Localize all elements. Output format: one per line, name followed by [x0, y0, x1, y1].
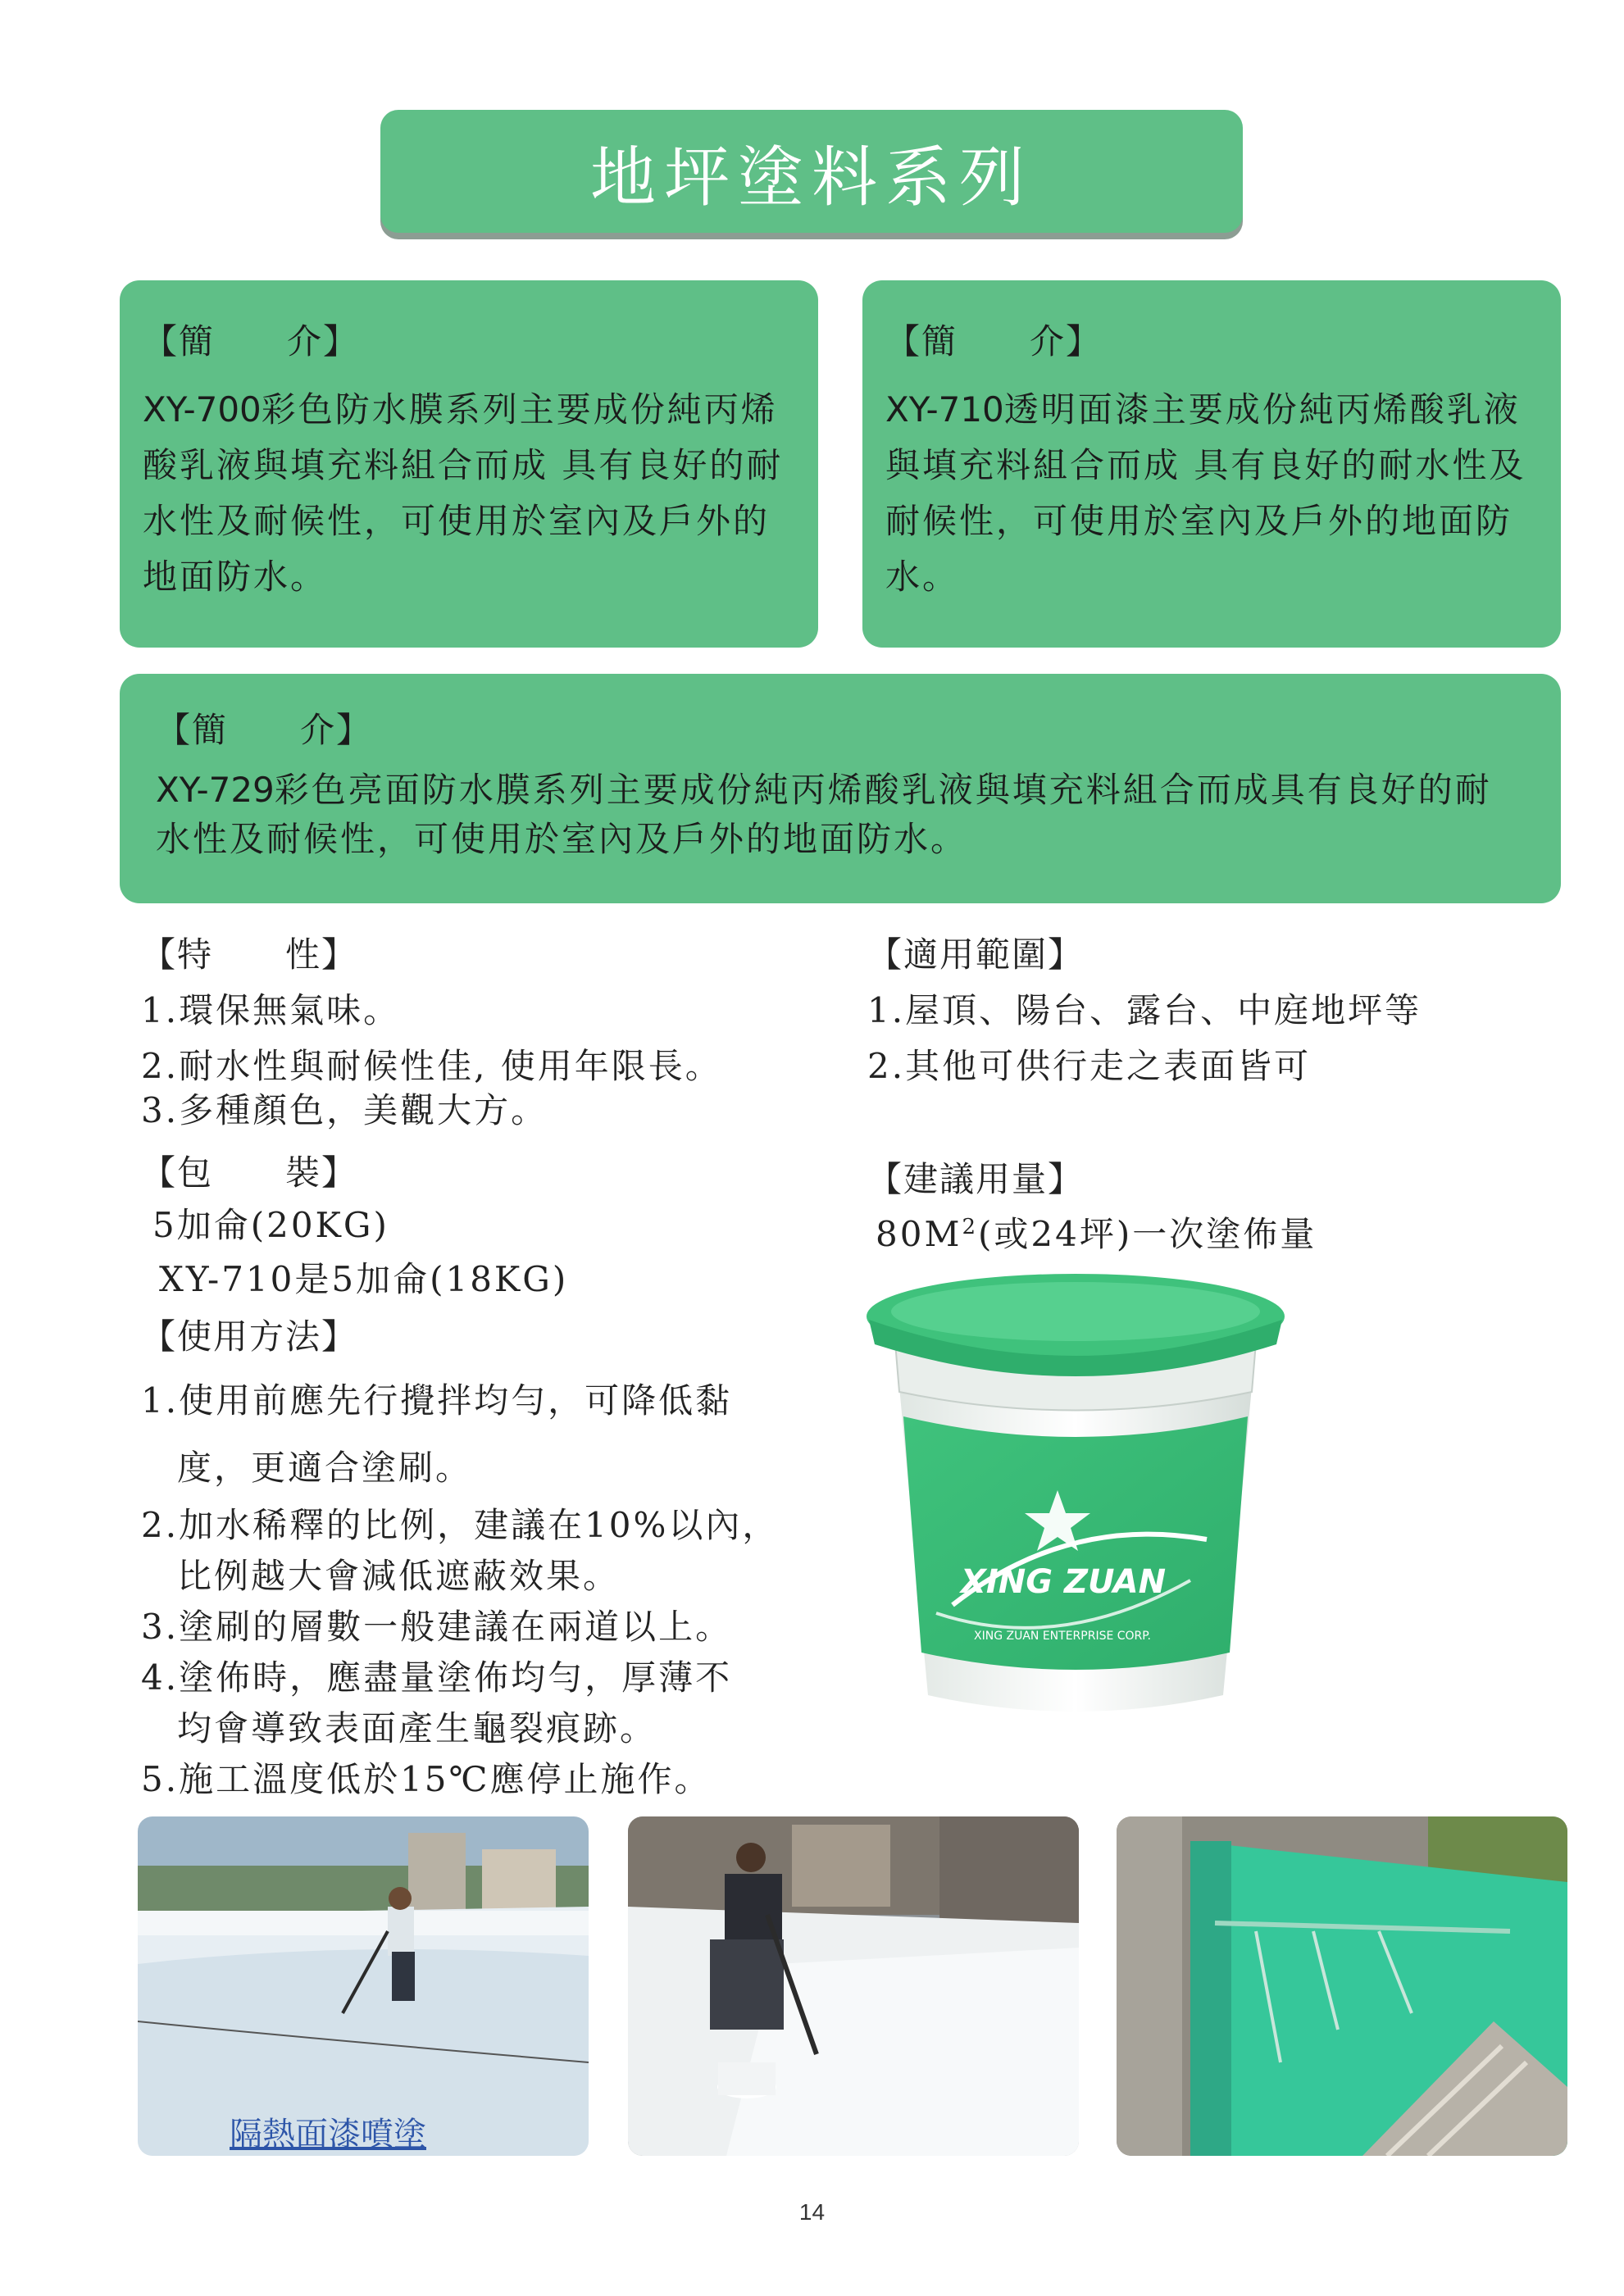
- photo-spray-coating: [138, 1816, 589, 2156]
- feature-item: 1.環保無氣味。: [141, 990, 401, 1030]
- intro-header: 【簡 介】: [156, 710, 373, 750]
- page-title: 地坪塗料系列: [590, 139, 1033, 216]
- packaging-item: 5加侖(20KG): [152, 1205, 389, 1245]
- packaging-header: 【包 裝】: [141, 1153, 358, 1193]
- scope-section: [867, 928, 1589, 1092]
- usage-item: 4.塗佈時，應盡量塗佈均勻，厚薄不: [141, 1657, 733, 1698]
- bucket-illustration: [862, 1269, 1289, 1728]
- usage-item: 2.加水稀釋的比例，建議在10%以內，: [141, 1505, 780, 1545]
- usage-item: 1.使用前應先行攪拌均勻，可降低黏: [141, 1380, 733, 1421]
- dosage-header: 【建議用量】: [867, 1159, 1085, 1199]
- intro-panel-xy729: [120, 674, 1561, 903]
- photo-finished-floor: [1117, 1816, 1567, 2156]
- scope-item: 1.屋頂、陽台、露台、中庭地坪等: [867, 990, 1422, 1030]
- scope-item: 2.其他可供行走之表面皆可: [867, 1046, 1312, 1086]
- intro-header: 【簡 介】: [143, 321, 360, 361]
- intro-panel-xy710: [862, 280, 1561, 648]
- usage-item: 比例越大會減低遮蔽效果。: [177, 1556, 621, 1596]
- product-code: XY-700: [143, 389, 262, 430]
- photo-roller-illustration: [628, 1816, 1079, 2156]
- dosage-detail: (或24坪)一次塗佈量: [978, 1214, 1317, 1254]
- photo-floor-illustration: [1117, 1816, 1567, 2156]
- product-bucket-image: [862, 1269, 1289, 1728]
- page-title-banner: [380, 110, 1243, 233]
- intro-text: 彩色亮面防水膜系列主要成份純丙烯酸乳液與填充料組合而成具有良好的耐水性及耐候性，可使用於室內及戶外的地面防水。: [156, 770, 1492, 859]
- page-number: 14: [798, 2199, 826, 2225]
- intro-text: 彩色防水膜系列主要成份純丙烯酸乳液與填充料組合而成 具有良好的耐水性及耐候性，可使用於室內及戶外的地面防水。: [143, 389, 784, 597]
- usage-item: 3.塗刷的層數一般建議在兩道以上。: [141, 1607, 733, 1647]
- dosage-unit-exponent: 2: [962, 1215, 978, 1239]
- bucket-brand-text: XING ZUAN: [961, 1563, 1167, 1601]
- intro-body: [143, 382, 789, 605]
- photo-roller-coating: [628, 1816, 1079, 2156]
- intro-text: 透明面漆主要成份純丙烯酸乳液與填充料組合而成 具有良好的耐水性及耐候性，可使用於室內及戶外的地面防水。: [885, 389, 1526, 597]
- photo-caption: 隔熱面漆噴塗: [230, 2116, 426, 2153]
- intro-header: 【簡 介】: [885, 321, 1103, 361]
- usage-item: 均會導致表面產生龜裂痕跡。: [177, 1708, 657, 1748]
- usage-section: [141, 1310, 846, 1805]
- usage-header: 【使用方法】: [141, 1316, 358, 1357]
- feature-item: 2.耐水性與耐候性佳, 使用年限長。: [141, 1046, 722, 1086]
- dosage-text: [867, 1202, 1589, 1260]
- packaging-item: XY-710是5加侖(18KG): [159, 1259, 569, 1299]
- feature-item: 3.多種顏色，美觀大方。: [141, 1090, 548, 1130]
- usage-item: 度，更適合塗刷。: [177, 1448, 473, 1488]
- usage-item: 5.施工溫度低於15℃應停止施作。: [141, 1759, 712, 1799]
- product-code: XY-710: [885, 389, 1004, 430]
- scope-header: 【適用範圍】: [867, 934, 1085, 975]
- dosage-amount: 80M: [876, 1214, 962, 1254]
- intro-body: [156, 766, 1512, 864]
- features-header: 【特 性】: [141, 934, 358, 975]
- product-code: XY-729: [156, 770, 275, 810]
- photo-spray-illustration: [138, 1816, 589, 2156]
- features-section: [141, 928, 830, 1136]
- intro-body: [885, 382, 1538, 605]
- dosage-section: [867, 1153, 1589, 1260]
- packaging-section: [141, 1146, 830, 1305]
- intro-panel-xy700: [120, 280, 818, 648]
- bucket-company-text: XING ZUAN ENTERPRISE CORP.: [974, 1630, 1151, 1643]
